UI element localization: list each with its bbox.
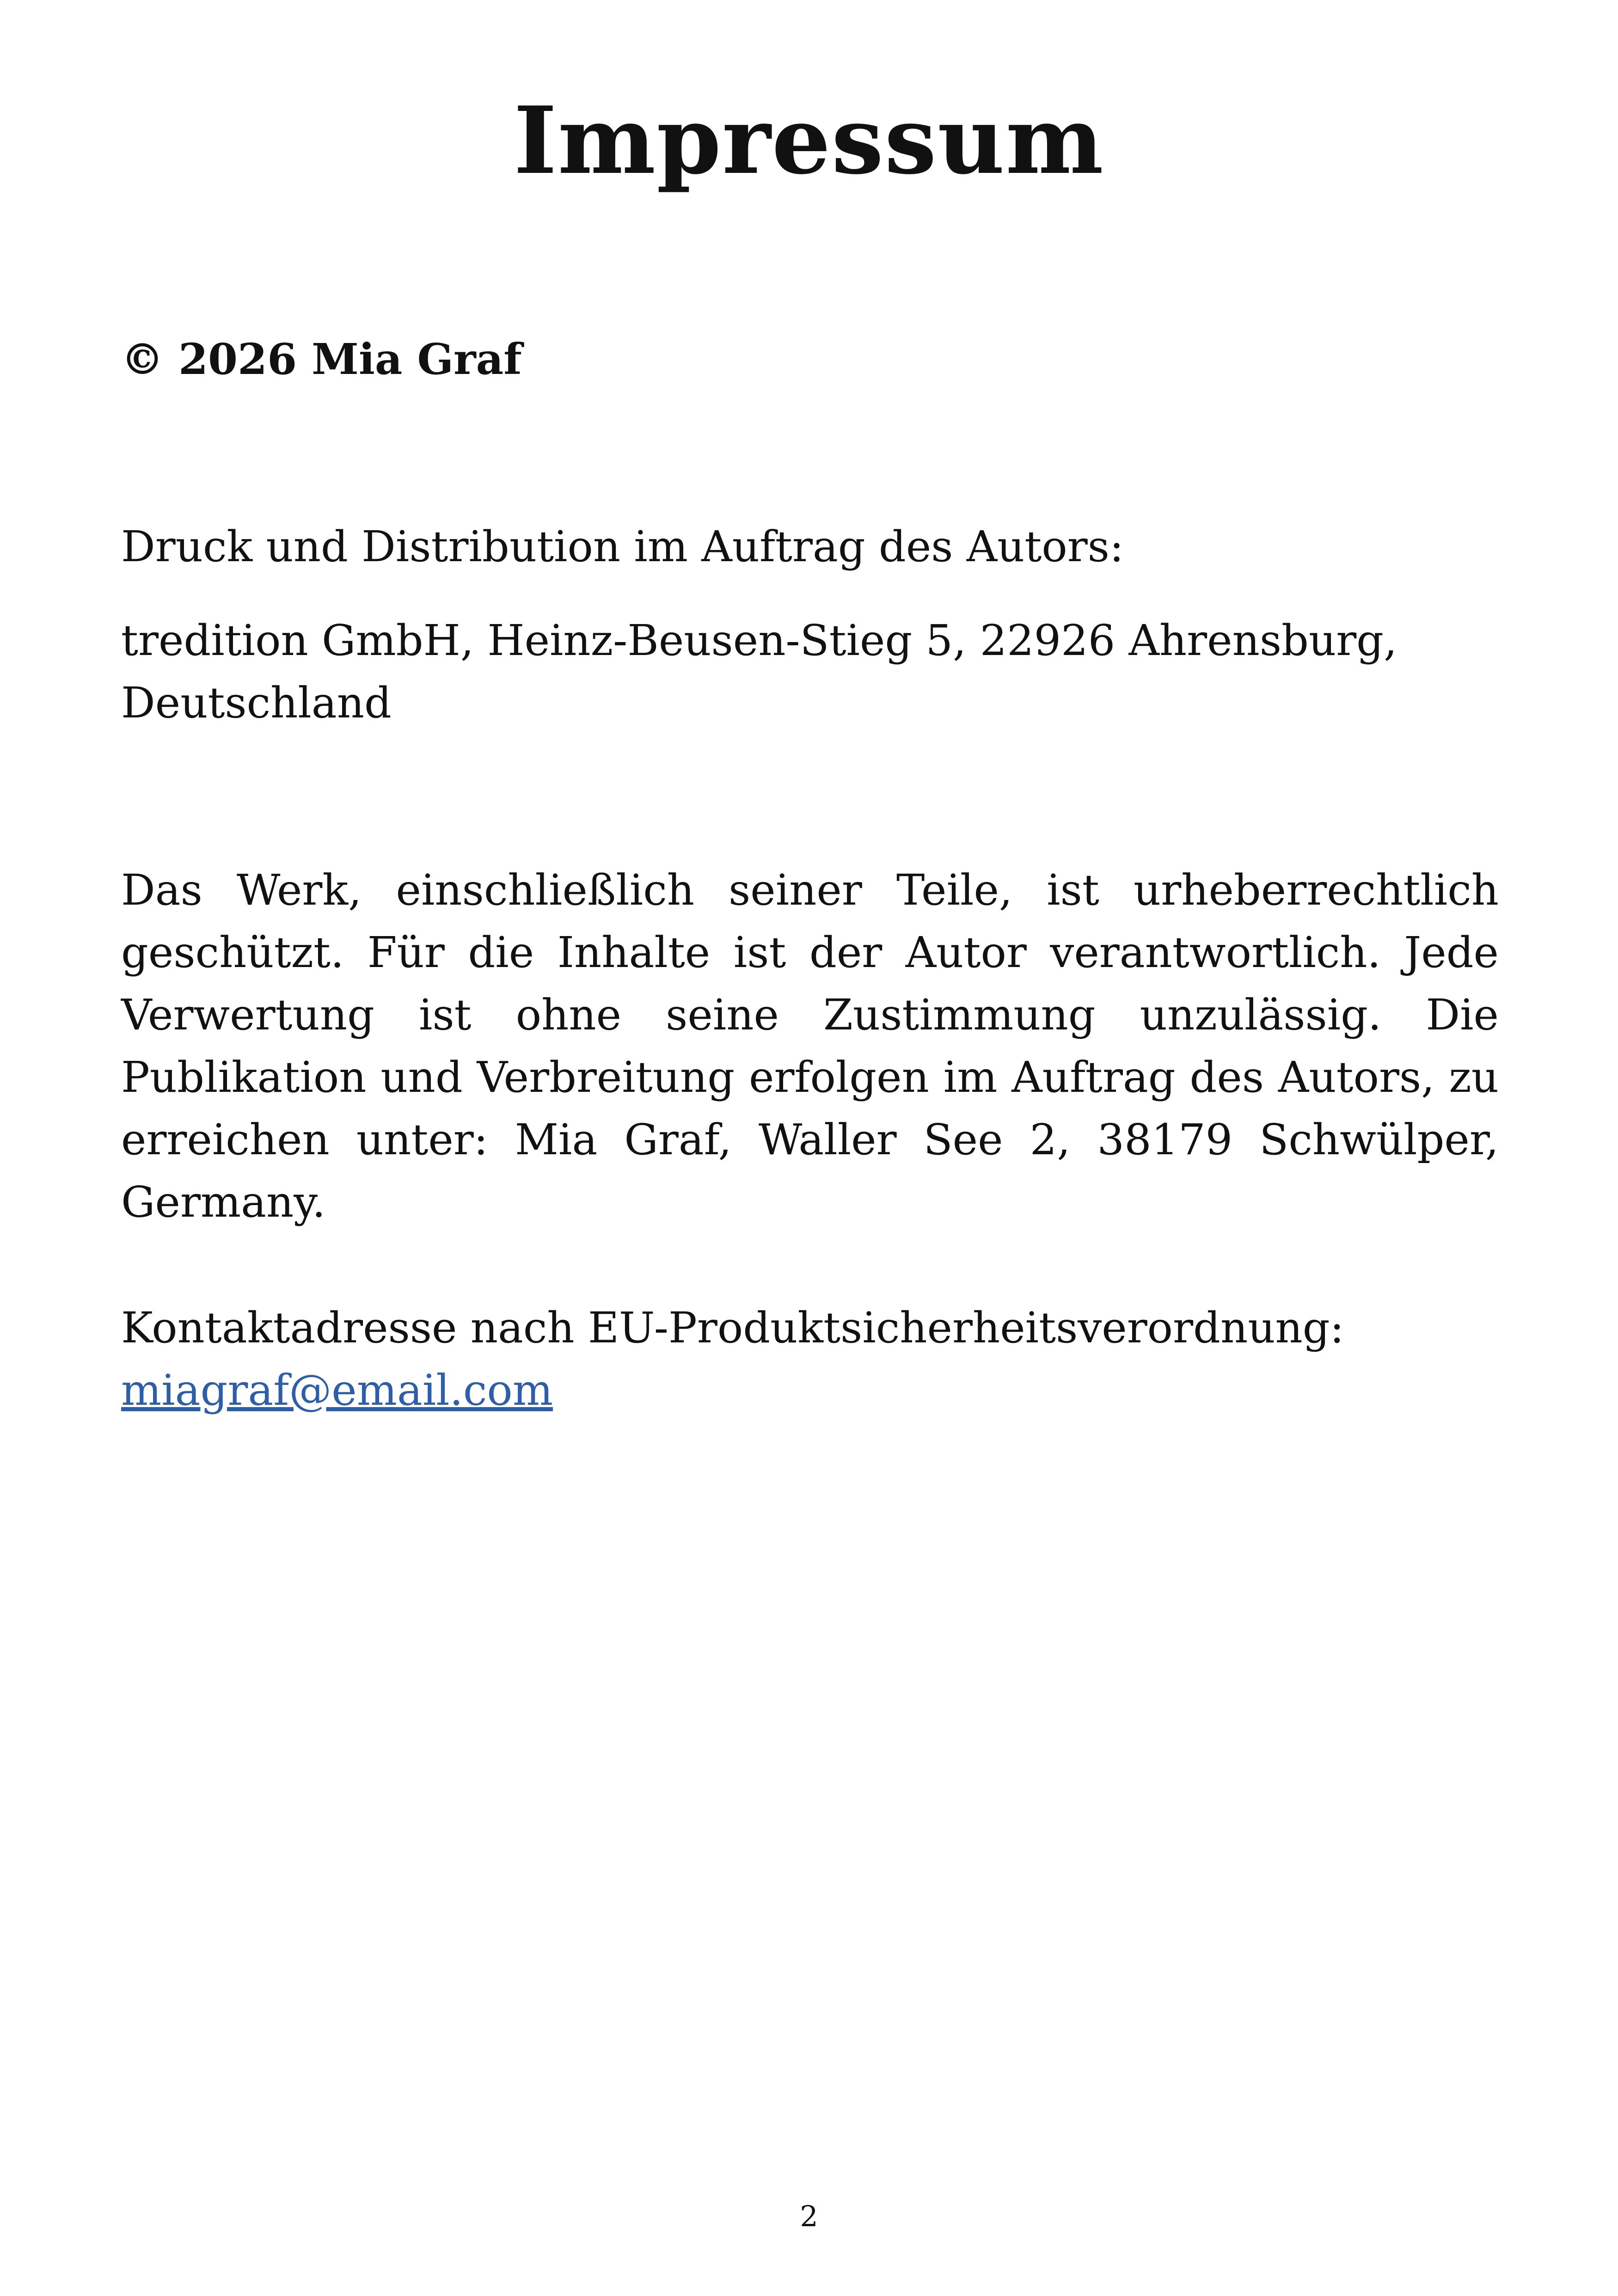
page-number: 2	[800, 2199, 818, 2233]
printing-address-line-2: Deutschland	[121, 678, 392, 728]
copyright-line: © 2026 Mia Graf	[121, 334, 522, 384]
printing-label: Druck und Distribution im Auftrag des Autors:	[121, 522, 1124, 571]
printing-address-line-1: tredition GmbH, Heinz-Beusen-Stieg 5, 22926 Ahrensburg,	[121, 616, 1397, 665]
legal-notice: Das Werk, einschließlich seiner Teile, ist urheberrechtlich geschützt. Für die Inhalte ist der Autor verantwortlich. Jede Verwertung ist ohne seine Zustimmung unzulässig. Die Publikation und Verbreitung erfolgen im Auftrag des Autors, zu erreichen unter: Mia Graf, Waller See 2, 38179 Schwülper, Germany.	[121, 865, 1499, 1227]
contact-label: Kontaktadresse nach EU-Produktsicherheitsverordnung:	[121, 1303, 1344, 1353]
contact-email-link[interactable]: miagraf@email.com	[121, 1365, 553, 1415]
printing-address	[121, 609, 1499, 734]
page-title: Impressum	[514, 86, 1104, 195]
